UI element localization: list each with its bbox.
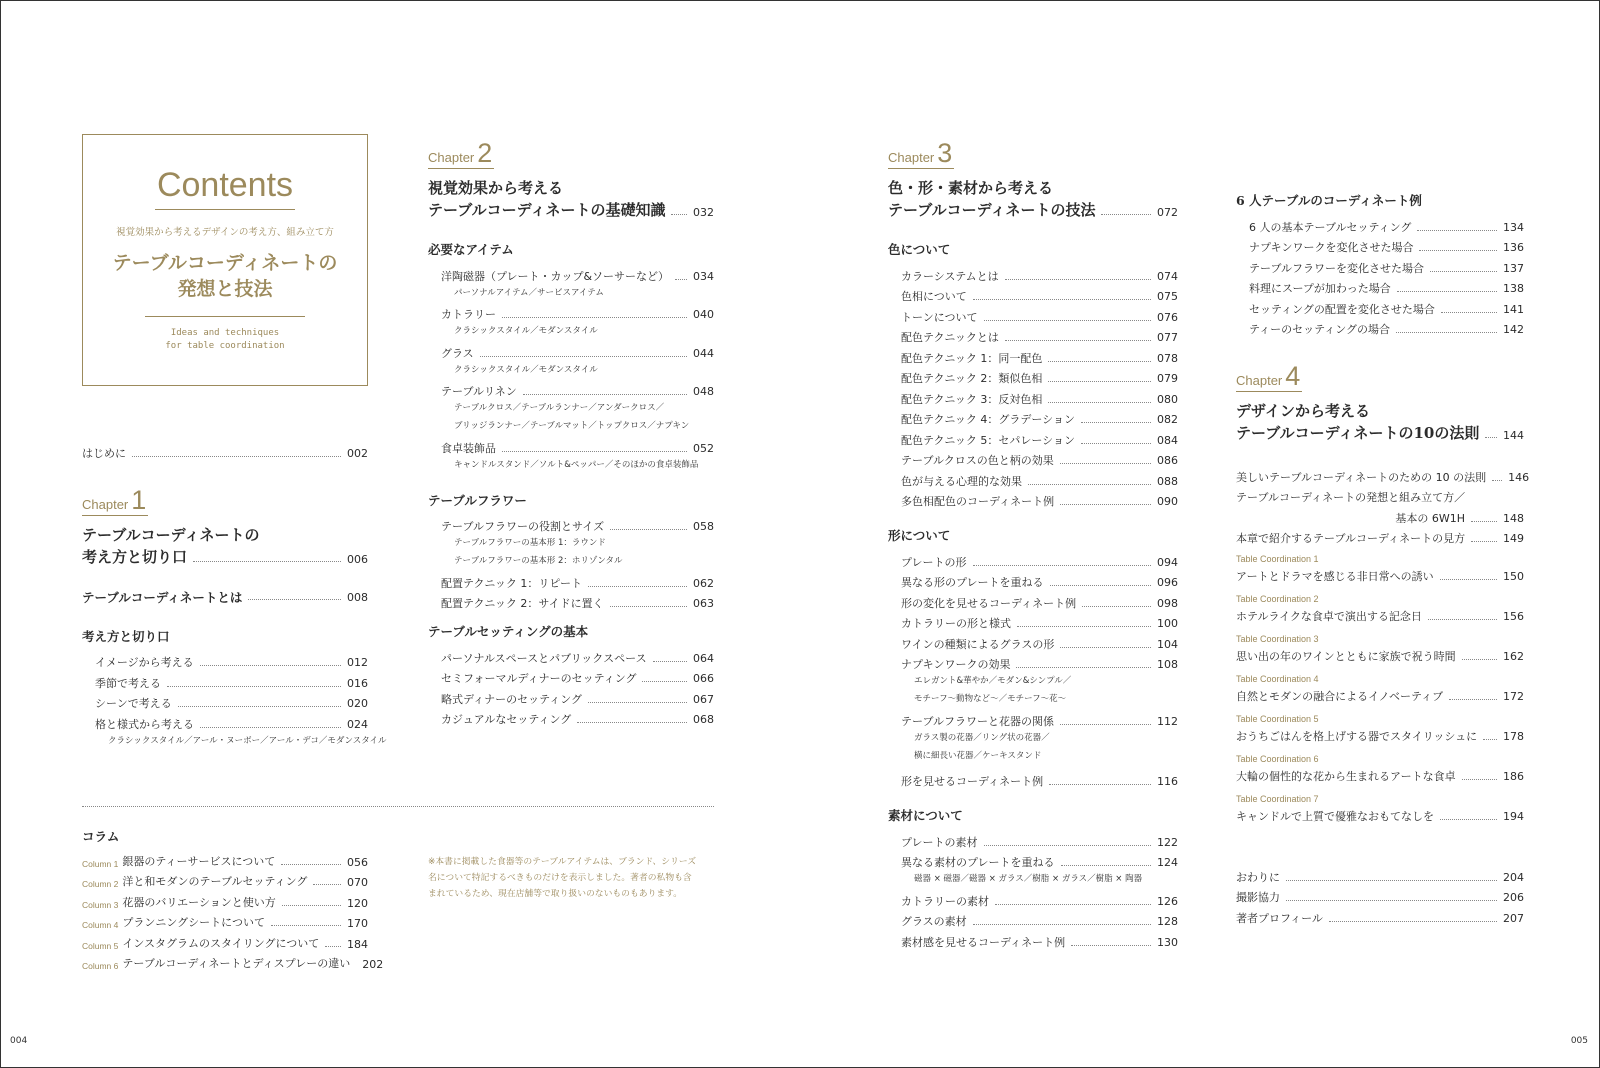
toc-entry[interactable]: 洋陶磁器（プレート・カップ&ソーサーなど） 034 xyxy=(441,269,714,283)
toc-entry[interactable]: 料理にスープが加わった場合 138 xyxy=(1249,282,1524,295)
toc-entry[interactable]: 色相について 075 xyxy=(901,290,1178,303)
chapter4-heading xyxy=(1236,357,1524,392)
contents-title-line2: 発想と技法 xyxy=(177,278,273,300)
column-list xyxy=(82,826,384,971)
toc-subentry: ガラス製の花器／リング状の花器／ xyxy=(914,732,1050,743)
toc-entry-coordination[interactable]: 思い出の年のワインとともに家族で祝う時間 162 xyxy=(1236,650,1524,663)
toc-subentry: モチーフ〜動物など〜／モチーフ〜花〜 xyxy=(914,694,1067,704)
contents-rule xyxy=(145,316,305,317)
toc-entry[interactable]: 配色テクニック 2：類似色相 079 xyxy=(901,372,1178,385)
toc-entry[interactable]: 略式ディナーのセッティング 067 xyxy=(441,692,714,706)
toc-entry-coordination[interactable]: 大輪の個性的な花から生まれるアートな食卓 186 xyxy=(1236,770,1524,783)
page-number-right: 005 xyxy=(1570,1036,1588,1046)
toc-entry-idea-line2[interactable]: 基本の 6W1H 148 xyxy=(1395,511,1524,525)
toc-subentry: 磁器 × 磁器／磁器 × ガラス／樹脂 × ガラス／樹脂 × 陶器 xyxy=(914,874,1143,884)
toc-entry-coordination[interactable]: アートとドラマを感じる非日常への誘い 150 xyxy=(1236,570,1524,583)
toc-entry[interactable]: 撮影協力 206 xyxy=(1236,891,1524,904)
chapter2-section1-title: 必要なアイテム xyxy=(428,242,514,257)
toc-entry[interactable]: 配色テクニック 3：反対色相 080 xyxy=(901,392,1178,406)
toc-entry-intro[interactable]: はじめに 002 xyxy=(82,446,368,460)
toc-entry[interactable]: ナプキンワークの効果 108 xyxy=(901,658,1178,671)
toc-entry[interactable]: ワインの種類によるグラスの形 104 xyxy=(901,637,1178,651)
toc-entry[interactable]: パーソナルスペースとパブリックスペース 064 xyxy=(441,651,714,665)
toc-entry-laws[interactable]: 美しいテーブルコーディネートのための 10 の法則 146 xyxy=(1236,470,1530,484)
column-title: コラム xyxy=(82,829,120,844)
toc-entry-coordination[interactable]: キャンドルで上質で優雅なおもてなしを 194 xyxy=(1236,810,1524,823)
toc-entry[interactable]: 異なる素材のプレートを重ねる 124 xyxy=(901,856,1178,869)
toc-entry[interactable]: 配置テクニック 1：リピート 062 xyxy=(441,576,714,590)
left-column xyxy=(82,440,387,750)
toc-entry[interactable]: カジュアルなセッティング 068 xyxy=(441,713,714,726)
toc-entry[interactable]: カトラリーの形と様式 100 xyxy=(901,617,1178,630)
toc-entry[interactable]: 配色テクニック 5：セパレーション 084 xyxy=(901,433,1178,447)
toc-entry[interactable]: セミフォーマルディナーのセッティング 066 xyxy=(441,672,714,685)
toc-entry[interactable]: 形の変化を見せるコーディネート例 098 xyxy=(901,596,1178,610)
chapter3-title-line1: 色・形・素材から考える xyxy=(888,179,1054,197)
toc-entry[interactable]: 配置テクニック 2：サイドに置く 063 xyxy=(441,597,714,610)
toc-entry-chapter3[interactable]: テーブルコーディネートの技法 072 xyxy=(888,201,1178,219)
coord-key: Table Coordination 5 xyxy=(1236,714,1319,724)
toc-entry[interactable]: テーブルフラワーを変化させた場合 137 xyxy=(1249,261,1524,275)
toc-entry[interactable]: セッティングの配置を変化させた場合 141 xyxy=(1249,302,1524,316)
toc-entry[interactable]: 色が与える心理的な効果 088 xyxy=(901,474,1178,488)
chapter3-shape-title: 形について xyxy=(888,528,951,543)
toc-entry-chapter1-what-is[interactable]: テーブルコーディネートとは 008 xyxy=(82,589,368,605)
contents-heading: Contents xyxy=(156,166,294,204)
chapter2-title-line1: 視覚効果から考える xyxy=(428,179,564,197)
coord-key: Table Coordination 7 xyxy=(1236,794,1319,804)
chapter1-number: 1 xyxy=(131,484,147,515)
contents-en-line1: Ideas and techniques xyxy=(170,328,280,338)
toc-entry[interactable]: イメージから考える 012 xyxy=(95,656,368,669)
toc-entry[interactable]: カトラリー 040 xyxy=(441,308,714,321)
chapter3-heading xyxy=(888,134,1178,169)
chapter2-column xyxy=(428,134,714,727)
contents-en-line2: for table coordination xyxy=(165,341,285,351)
toc-entry[interactable]: 配色テクニック 1：同一配色 078 xyxy=(901,351,1178,365)
coord-key: Table Coordination 6 xyxy=(1236,754,1319,764)
toc-entry[interactable]: 著者プロフィール 207 xyxy=(1236,911,1524,925)
chapter2-number: 2 xyxy=(477,138,493,168)
toc-entry[interactable]: 格と様式から考える 024 xyxy=(95,717,368,731)
toc-entry[interactable]: 配色テクニックとは 077 xyxy=(901,331,1178,344)
toc-entry[interactable]: 配色テクニック 4：グラデーション 082 xyxy=(901,413,1178,426)
coord-key: Table Coordination 4 xyxy=(1236,674,1319,684)
toc-entry[interactable]: カラーシステムとは 074 xyxy=(901,269,1178,283)
toc-entry[interactable]: 季節で考える 016 xyxy=(95,676,368,690)
chapter1-word: Chapter xyxy=(82,496,129,512)
chapter3-color-title: 色について xyxy=(888,242,951,257)
toc-subentry: テーブルクロス／テーブルランナー／アンダークロス／ xyxy=(454,403,665,413)
toc-entry-coordination[interactable]: 自然とモダンの融合によるイノベーティブ 172 xyxy=(1236,690,1524,703)
toc-subentry: エレガント&華やか／モダン&シンプル／ xyxy=(914,676,1072,686)
chapter3-word: Chapter xyxy=(888,150,935,165)
chapter2-section2-title: テーブルフラワー xyxy=(428,492,527,508)
toc-entry[interactable]: 異なる形のプレートを重ねる 096 xyxy=(901,576,1178,589)
chapter4-word: Chapter xyxy=(1236,373,1283,388)
toc-entry[interactable]: テーブルフラワーの役割とサイズ 058 xyxy=(441,520,714,533)
toc-entry-view[interactable]: 本章で紹介するテーブルコーディネートの見方 149 xyxy=(1236,532,1524,545)
toc-entry[interactable]: トーンについて 076 xyxy=(901,310,1178,324)
toc-entry-idea-line1[interactable]: テーブルコーディネートの発想と組み立て方／ xyxy=(1236,491,1466,504)
toc-entry[interactable]: テーブルフラワーと花器の関係 112 xyxy=(901,714,1178,728)
contents-title-line1: テーブルコーディネートの xyxy=(112,252,338,274)
toc-entry-column[interactable]: Column 1 銀器のティーサービスについて 056 xyxy=(82,854,368,869)
toc-entry[interactable]: シーンで考える 020 xyxy=(95,697,368,710)
chapter1-section-title: 考え方と切り口 xyxy=(82,628,170,644)
chapter4-title-line1: デザインから考える xyxy=(1236,402,1370,420)
chapter2-heading xyxy=(428,134,714,169)
toc-entry-chapter2[interactable]: テーブルコーディネートの基礎知識 032 xyxy=(428,201,714,219)
toc-subentry: クラシックスタイル／アール・ヌーボー／アール・デコ／モダンスタイル xyxy=(108,735,387,746)
right-column xyxy=(1236,188,1530,926)
chapter1-title-line1: テーブルコーディネートの xyxy=(82,525,260,544)
toc-entry[interactable]: 多色相配色のコーディネート例 090 xyxy=(901,495,1178,508)
toc-entry[interactable]: おわりに 204 xyxy=(1236,870,1524,884)
toc-subentry: 横に細長い花器／ケーキスタンド xyxy=(914,750,1042,761)
toc-subentry: テーブルフラワーの基本形 2：ホリゾンタル xyxy=(454,556,623,566)
toc-entry[interactable]: グラスの素材 128 xyxy=(901,915,1178,928)
chapter1-heading xyxy=(82,481,368,516)
contents-box xyxy=(82,134,368,386)
chapter2-section3-title: テーブルセッティングの基本 xyxy=(428,624,589,639)
table-coordination-list xyxy=(1236,552,1524,824)
coord-key: Table Coordination 1 xyxy=(1236,554,1319,564)
chapter3-column xyxy=(888,134,1178,950)
toc-subentry: クラシックスタイル／モダンスタイル xyxy=(454,326,598,336)
coord-key: Table Coordination 2 xyxy=(1236,594,1319,604)
toc-entry[interactable]: ナプキンワークを変化させた場合 136 xyxy=(1249,241,1524,254)
toc-entry[interactable]: プレートの形 094 xyxy=(901,555,1178,569)
chapter4-number: 4 xyxy=(1285,361,1301,391)
coord-key: Table Coordination 3 xyxy=(1236,634,1319,644)
six-people-title: 6 人テーブルのコーディネート例 xyxy=(1236,193,1422,208)
toc-entry[interactable]: カトラリーの素材 126 xyxy=(901,894,1178,908)
toc-entry-column[interactable]: Column 6 テーブルコーディネートとディスプレーの違い 202 xyxy=(82,957,384,971)
toc-subentry: クラシックスタイル／モダンスタイル xyxy=(454,364,598,375)
column-divider xyxy=(82,806,714,807)
toc-entry-chapter1[interactable]: 考え方と切り口 006 xyxy=(82,547,368,566)
contents-subtitle: 視覚効果から考えるデザインの考え方、組み立て方 xyxy=(116,227,334,238)
toc-subentry: パーソナルアイテム／サービスアイテム xyxy=(454,287,604,298)
toc-entry[interactable]: 食卓装飾品 052 xyxy=(441,441,714,455)
toc-entry[interactable]: ティーのセッティングの場合 142 xyxy=(1249,323,1524,336)
toc-entry-coordination[interactable]: ホテルライクな食卓で演出する記念日 156 xyxy=(1236,610,1524,623)
toc-subentry: キャンドルスタンド／ソルト&ペッパー／そのほかの食卓装飾品 xyxy=(454,459,699,470)
toc-entry-coordination[interactable]: おうちごはんを格上げする器でスタイリッシュに 178 xyxy=(1236,730,1524,743)
toc-entry[interactable]: グラス 044 xyxy=(441,346,714,360)
contents-heading-rule xyxy=(155,209,295,210)
toc-entry-column[interactable]: Column 4 プランニングシートについて 170 xyxy=(82,916,368,930)
toc-subentry: テーブルフラワーの基本形 1：ラウンド xyxy=(454,538,606,548)
item-note: ※本書に掲載した食器等のテーブルアイテムは、ブランド、シリーズ 名について特記するべきものだけを表示しました。著者の私物も含 まれているため、現在店舗等で取り扱いのないものもあります。 xyxy=(428,857,697,899)
toc-entry[interactable]: 形を見せるコーディネート例 116 xyxy=(901,775,1178,788)
toc-entry[interactable]: 6 人の基本テーブルセッティング 134 xyxy=(1249,220,1524,234)
ending-list xyxy=(1236,864,1524,926)
toc-entry-chapter4[interactable]: テーブルコーディネートの10の法則 144 xyxy=(1236,424,1524,442)
toc-entry-column[interactable]: Column 2 洋と和モダンのテーブルセッティング 070 xyxy=(82,875,368,889)
toc-entry-column[interactable]: Column 5 インスタグラムのスタイリングについて 184 xyxy=(82,936,368,951)
page-number-left: 004 xyxy=(10,1036,28,1046)
toc-subentry: ブリッジランナー／テーブルマット／トップクロス／ナプキン xyxy=(454,421,690,431)
chapter3-number: 3 xyxy=(937,138,953,168)
toc-entry[interactable]: プレートの素材 122 xyxy=(901,835,1178,849)
toc-entry[interactable]: テーブルリネン 048 xyxy=(441,385,714,398)
toc-entry[interactable]: テーブルクロスの色と柄の効果 086 xyxy=(901,454,1178,467)
chapter2-word: Chapter xyxy=(428,150,475,165)
toc-entry[interactable]: 素材感を見せるコーディネート例 130 xyxy=(901,935,1178,949)
chapter3-material-title: 素材について xyxy=(888,808,963,823)
toc-entry-column[interactable]: Column 3 花器のバリエーションと使い方 120 xyxy=(82,895,368,910)
